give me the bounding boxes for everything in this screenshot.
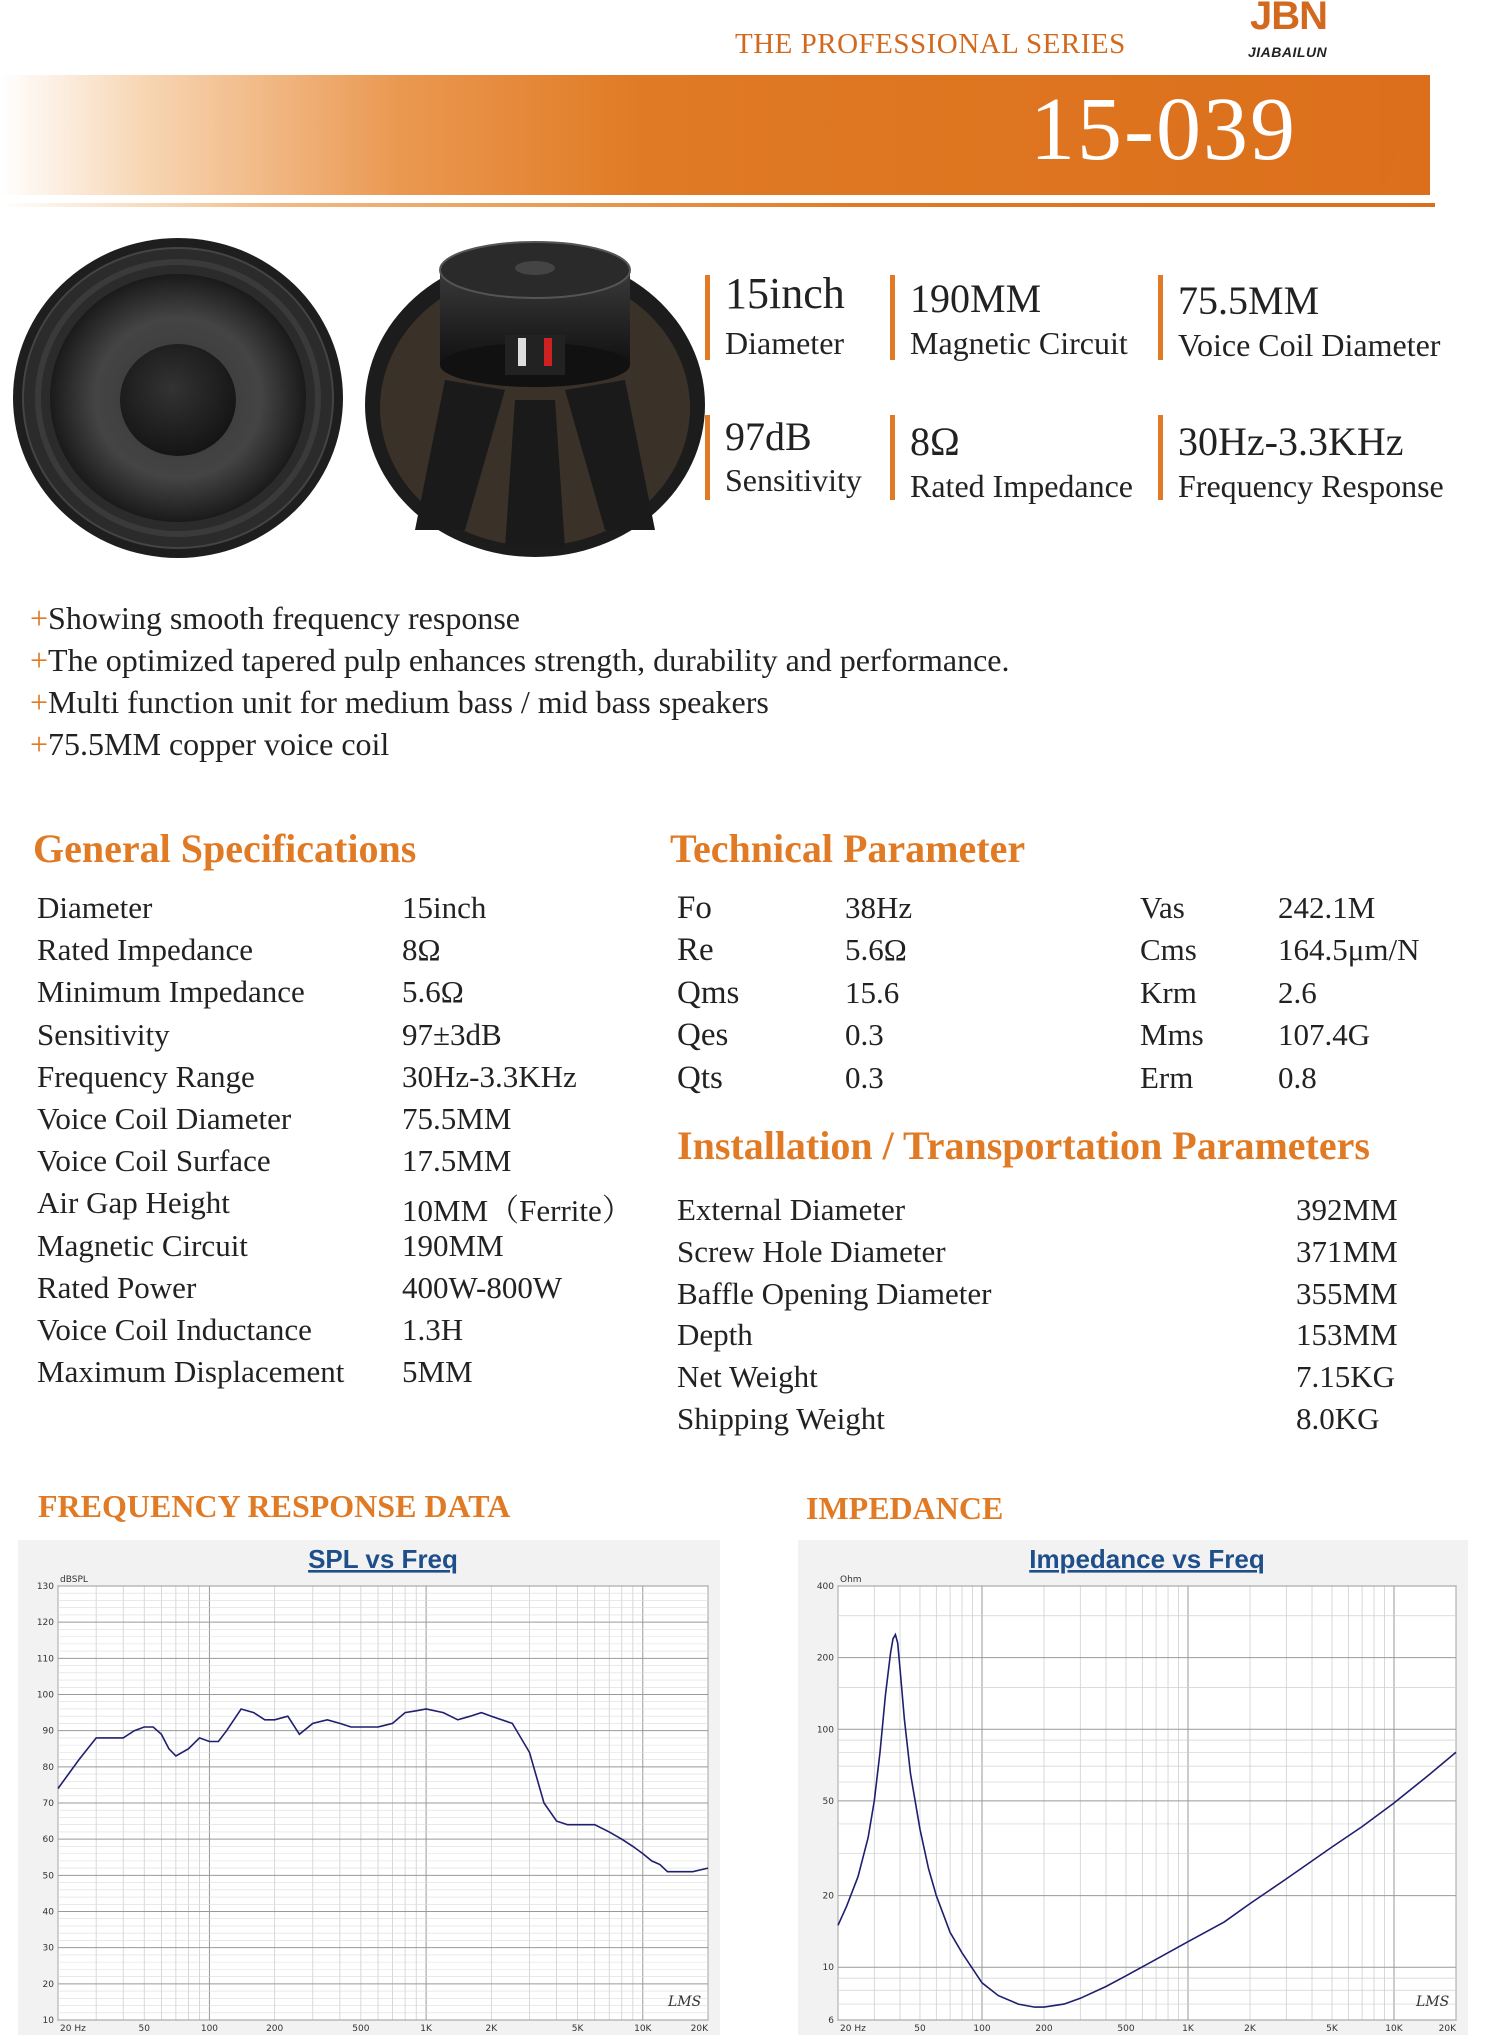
spec-bar xyxy=(705,275,710,360)
spec-diameter-value: 15inch xyxy=(725,269,845,318)
impedance-title: IMPEDANCE xyxy=(806,1490,1004,1526)
chart-title: SPL vs Freq xyxy=(308,1544,458,1574)
general-spec-value: 190MM xyxy=(402,1227,504,1263)
tech-param-value: 164.5μm/N xyxy=(1278,932,1420,968)
tech-param-value: 0.3 xyxy=(845,1059,884,1095)
x-tick-label: 1K xyxy=(1182,2024,1194,2034)
tech-param-value: 242.1M xyxy=(1278,890,1376,925)
tech-param-name: Krm xyxy=(1140,974,1197,1010)
y-tick-label: 100 xyxy=(36,1690,54,1701)
general-specs-title: General Specifications xyxy=(33,826,417,871)
install-param-key: Shipping Weight xyxy=(677,1401,885,1436)
spec-bar xyxy=(890,275,895,360)
general-spec-value: 5MM xyxy=(402,1354,473,1390)
tech-param-name: Vas xyxy=(1140,890,1185,925)
y-tick-label: 60 xyxy=(42,1835,54,1846)
chart-title: Impedance vs Freq xyxy=(1029,1544,1265,1574)
general-spec-key: Rated Power xyxy=(37,1269,197,1305)
tech-param-value: 2.6 xyxy=(1278,974,1317,1010)
speaker-back-image xyxy=(355,230,715,560)
y-axis-unit: Ohm xyxy=(840,1575,862,1585)
brand-logo xyxy=(1245,0,1375,62)
logo-mark: JBN xyxy=(1250,0,1328,38)
spec-bar xyxy=(1158,415,1163,500)
y-axis-unit: dBSPL xyxy=(60,1575,88,1585)
tech-param-name: Qes xyxy=(677,1017,729,1054)
install-param-key: Screw Hole Diameter xyxy=(677,1233,946,1269)
general-spec-key: Magnetic Circuit xyxy=(37,1227,248,1263)
x-tick-label: 500 xyxy=(1117,2024,1135,2034)
speaker-front-image xyxy=(10,230,350,560)
installation-title: Installation / Transportation Parameters xyxy=(677,1123,1370,1168)
spec-bar xyxy=(705,415,710,500)
y-tick-label: 70 xyxy=(42,1799,54,1809)
install-param-value: 7.15KG xyxy=(1296,1359,1396,1395)
general-spec-value: 10MM（Ferrite） xyxy=(402,1193,633,1229)
spec-diameter-label: Diameter xyxy=(725,325,845,361)
x-tick-label: 5K xyxy=(571,2024,584,2034)
install-param-key: Baffle Opening Diameter xyxy=(677,1275,992,1311)
install-param-key: Net Weight xyxy=(677,1359,818,1395)
general-spec-key: Frequency Range xyxy=(37,1058,255,1094)
spl-chart xyxy=(18,1540,720,2035)
feature-item: +Showing smooth frequency response xyxy=(30,600,520,636)
tech-param-name: Mms xyxy=(1140,1017,1204,1053)
x-tick-label: 200 xyxy=(266,2024,284,2034)
tech-param-name: Erm xyxy=(1140,1059,1194,1095)
tech-param-name: Fo xyxy=(677,890,712,926)
tech-param-value: 107.4G xyxy=(1278,1017,1371,1053)
spec-voice-coil-label: Voice Coil Diameter xyxy=(1178,327,1441,363)
tech-param-value: 0.3 xyxy=(845,1017,884,1053)
spec-bar xyxy=(1158,275,1163,360)
x-tick-label: 20 Hz xyxy=(60,2024,86,2034)
general-spec-key: Diameter xyxy=(37,890,153,925)
y-tick-label: 110 xyxy=(36,1654,54,1665)
general-spec-value: 8Ω xyxy=(402,932,441,968)
general-spec-value: 15inch xyxy=(402,890,487,925)
general-spec-key: Voice Coil Inductance xyxy=(37,1312,312,1347)
y-tick-label: 30 xyxy=(42,1943,54,1954)
x-tick-label: 100 xyxy=(200,2024,219,2034)
spec-sensitivity-label: Sensitivity xyxy=(725,462,862,498)
general-spec-value: 400W-800W xyxy=(402,1269,563,1305)
tech-param-value: 38Hz xyxy=(845,890,913,925)
x-tick-label: 20 Hz xyxy=(840,2024,866,2034)
y-tick-label: 50 xyxy=(42,1871,54,1882)
install-param-value: 8.0KG xyxy=(1296,1401,1380,1436)
impedance-chart xyxy=(798,1540,1468,2035)
x-tick-label: 10K xyxy=(1385,2024,1403,2034)
tech-param-value: 0.8 xyxy=(1278,1059,1317,1095)
y-tick-label: 10 xyxy=(42,2016,54,2026)
y-tick-label: 20 xyxy=(42,1979,54,1990)
general-spec-key: Air Gap Height xyxy=(37,1185,230,1221)
x-tick-label: 100 xyxy=(973,2024,991,2034)
spec-magnetic-value: 190MM xyxy=(910,276,1042,321)
install-param-value: 153MM xyxy=(1296,1317,1398,1353)
general-spec-value: 97±3dB xyxy=(402,1016,502,1052)
series-title: THE PROFESSIONAL SERIES xyxy=(735,28,1126,60)
install-param-value: 355MM xyxy=(1296,1275,1398,1311)
x-tick-label: 20K xyxy=(1438,2024,1456,2034)
y-tick-label: 90 xyxy=(42,1726,54,1737)
y-tick-label: 10 xyxy=(822,1963,834,1974)
general-spec-value: 1.3H xyxy=(402,1312,464,1347)
x-tick-label: 2K xyxy=(1244,2024,1256,2034)
y-tick-label: 6 xyxy=(828,2016,834,2026)
spec-bar xyxy=(890,415,895,500)
general-spec-key: Rated Impedance xyxy=(37,932,254,968)
technical-title: Technical Parameter xyxy=(670,826,1026,871)
y-tick-label: 80 xyxy=(42,1762,54,1773)
feature-item: +The optimized tapered pulp enhances strength, durability and performance. xyxy=(30,642,1010,678)
plot-area xyxy=(838,1586,1456,2020)
spec-magnetic-label: Magnetic Circuit xyxy=(910,325,1128,361)
tech-param-value: 15.6 xyxy=(845,974,900,1010)
general-spec-key: Sensitivity xyxy=(37,1016,170,1052)
x-tick-label: 10K xyxy=(634,2024,652,2034)
tech-param-value: 5.6Ω xyxy=(845,932,907,968)
tech-param-name: Cms xyxy=(1140,932,1197,968)
general-spec-key: Maximum Displacement xyxy=(37,1354,345,1390)
tech-param-name: Qms xyxy=(677,974,740,1011)
general-spec-value: 30Hz-3.3KHz xyxy=(402,1058,577,1094)
general-spec-key: Voice Coil Diameter xyxy=(37,1101,292,1136)
general-spec-key: Voice Coil Surface xyxy=(37,1143,271,1179)
general-spec-key: Minimum Impedance xyxy=(37,974,305,1010)
spec-impedance-value: 8Ω xyxy=(910,419,960,464)
install-param-value: 392MM xyxy=(1296,1192,1398,1227)
spec-voice-coil-value: 75.5MM xyxy=(1178,278,1320,323)
x-tick-label: 50 xyxy=(138,2024,150,2034)
x-tick-label: 5K xyxy=(1326,2024,1338,2034)
spec-sensitivity-value: 97dB xyxy=(725,414,812,459)
y-tick-label: 20 xyxy=(822,1891,834,1902)
y-tick-label: 40 xyxy=(42,1907,54,1918)
spec-impedance-label: Rated Impedance xyxy=(910,468,1133,504)
y-tick-label: 50 xyxy=(822,1796,834,1807)
install-param-key: Depth xyxy=(677,1317,753,1353)
spec-frequency-value: 30Hz-3.3KHz xyxy=(1178,419,1404,464)
y-tick-label: 200 xyxy=(816,1653,834,1664)
spec-frequency-label: Frequency Response xyxy=(1178,468,1444,504)
y-tick-label: 100 xyxy=(816,1725,834,1736)
x-tick-label: 200 xyxy=(1035,2024,1053,2034)
x-tick-label: 20K xyxy=(690,2024,708,2034)
frequency-response-title: FREQUENCY RESPONSE DATA xyxy=(38,1488,511,1524)
x-tick-label: 50 xyxy=(914,2024,926,2034)
tech-param-name: Qts xyxy=(677,1059,723,1096)
logo-subtext: JIABAILUN xyxy=(1248,44,1328,60)
x-tick-label: 2K xyxy=(485,2024,498,2034)
tech-param-name: Re xyxy=(677,932,714,969)
x-tick-label: 1K xyxy=(420,2024,432,2034)
feature-item: +Multi function unit for medium bass / mid bass speakers xyxy=(30,684,769,720)
install-param-key: External Diameter xyxy=(677,1192,906,1227)
feature-item: +75.5MM copper voice coil xyxy=(30,726,390,762)
install-param-value: 371MM xyxy=(1296,1233,1398,1269)
y-tick-label: 130 xyxy=(36,1582,54,1592)
banner-tip xyxy=(1380,75,1430,195)
general-spec-value: 17.5MM xyxy=(402,1143,512,1179)
model-number: 15-039 xyxy=(1030,80,1297,179)
lms-watermark: LMS xyxy=(668,1994,702,2010)
general-spec-value: 75.5MM xyxy=(402,1101,512,1136)
lms-watermark: LMS xyxy=(1416,1994,1450,2010)
y-tick-label: 120 xyxy=(36,1618,54,1629)
x-tick-label: 500 xyxy=(352,2024,370,2034)
y-tick-label: 400 xyxy=(816,1582,834,1592)
general-spec-value: 5.6Ω xyxy=(402,974,464,1010)
banner-underline xyxy=(0,203,1435,207)
